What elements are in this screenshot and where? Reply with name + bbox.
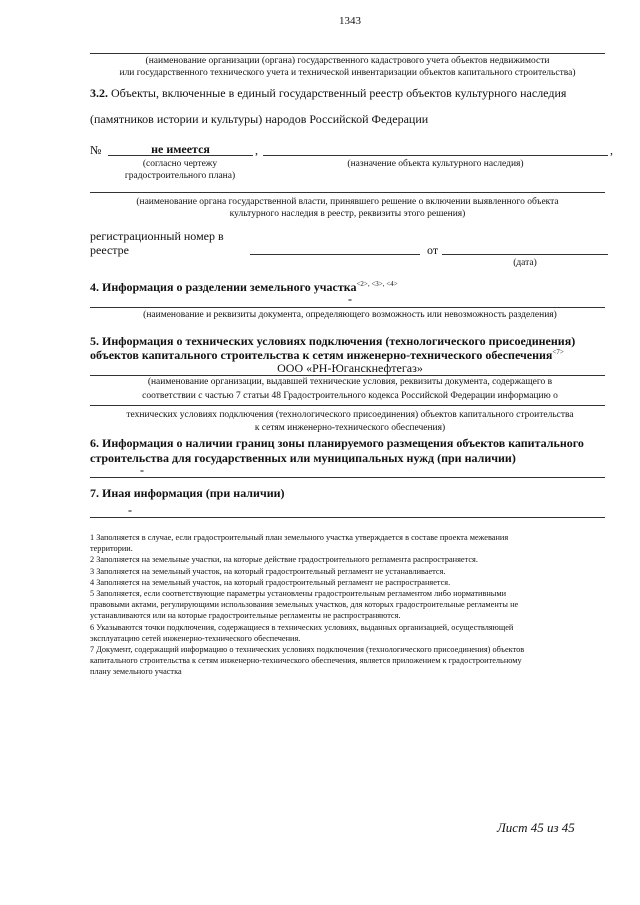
cadastre-caption-1: (наименование организации (органа) государственного кадастрового учета объектов недвижимости: [145, 56, 550, 66]
footnote-line: 5 Заполняется, если соответствующие параметры установлены градостроительным регламентом либо нормативными: [90, 589, 507, 599]
footnote-line: 3 Заполняется на земельный участок, на который градостроительный регламент не устанавливается.: [90, 566, 446, 576]
number-label: №: [90, 143, 102, 157]
section-7-title: 7. Иная информация (при наличии): [90, 486, 285, 500]
section-5-caption-1: (наименование организации, выдавшей технические условия, реквизиты документа, содержащего в: [147, 377, 553, 387]
authority-caption-1: (наименование органа государственной власти, принявшего решение о включении выявленного объекта: [136, 197, 559, 207]
footnote-line: правовыми актами, регулирующими использования земельных участков, для которых градостроительные регламенты не: [90, 600, 519, 610]
section-5-caption-4: к сетям инженерно-технического обеспечения): [254, 423, 446, 433]
section-6-title-2: строительства для государственных или муниципальных нужд (при наличии): [90, 451, 516, 465]
number-caption-2: градостроительного плана): [124, 171, 236, 181]
from-label: от: [427, 243, 439, 257]
reg-label-1: регистрационный номер в: [90, 229, 224, 243]
cadastre-line: [90, 53, 605, 54]
section-5-title-1: 5. Информация о технических условиях подключения (технологического присоединения): [90, 334, 576, 348]
footnote-line: территории.: [90, 544, 133, 554]
number-caption-1: (согласно чертежу: [142, 159, 218, 169]
footnotes: [90, 532, 615, 678]
section-5-title-2-text: объектов капитального строительства к сетям инженерно-технического обеспечения: [90, 348, 553, 362]
footnote-line: 4 Заполняется на земельный участок, на который градостроительный регламент не распространяется.: [90, 577, 451, 587]
section-7-value: -: [128, 503, 132, 517]
section-7-line: [90, 517, 605, 518]
footnote-line: устанавливаются или на которые градостроительные регламенты не распространяются.: [90, 611, 401, 621]
section-5-value: ООО «РН-Юганскнефтегаз»: [277, 361, 423, 375]
section-5-caption-3: технических условиях подключения (технологического присоединения) объектов капитального строительства: [126, 410, 574, 420]
footnote-line: плану земельного участка: [90, 667, 182, 677]
section-3-2-title-line2: (памятников истории и культуры) народов Российской Федерации: [90, 112, 429, 126]
comma: ,: [255, 143, 258, 157]
section-5-ref: <7>: [552, 348, 564, 356]
section-4-line: [90, 307, 605, 308]
footnote-line: 2 Заполняется на земельные участки, на которые действие градостроительного регламента распространяется.: [90, 555, 478, 565]
page-number: 1343: [339, 15, 361, 27]
section-4-refs: <2>, <3>, <4>: [356, 280, 398, 288]
section-3-2-title: [90, 86, 610, 101]
section-5-line: [90, 375, 605, 376]
footnote-line: капитального строительства к сетям инженерно-технического обеспечения, является приложением к градостроительному: [90, 656, 522, 666]
date-line: [442, 254, 608, 255]
trailing-comma: ,: [610, 143, 613, 157]
section-6-value: -: [140, 463, 144, 477]
footnote-line: 1 Заполняется в случае, если градостроительный план земельного участка утверждается в составе проекта межевания: [90, 533, 509, 542]
section-4-value: -: [348, 292, 352, 306]
authority-caption-2: культурного наследия в реестр, реквизиты этого решения): [229, 209, 466, 219]
section-4-caption: (наименование и реквизиты документа, определяющего возможность или невозможность разделения): [143, 310, 557, 320]
number-value: не имеется: [151, 142, 210, 156]
cadastre-caption-2: или государственного технического учета и технической инвентаризации объектов капитального строительства): [119, 68, 576, 78]
section-3-2-title-text: Объекты, включенные в единый государственный реестр объектов культурного наследия: [111, 86, 567, 100]
authority-line: [90, 192, 605, 193]
section-5-caption-2: соответствии с частью 7 статьи 48 Градостроительного кодекса Российской Федерации информацию о: [142, 391, 558, 401]
footnote-line: 7 Документ, содержащий информацию о технических условиях подключения (технологического присоединения) объектов: [90, 645, 525, 655]
purpose-caption: (назначение объекта культурного наследия): [347, 159, 524, 169]
date-caption: (дата): [513, 258, 537, 268]
purpose-line: [263, 155, 608, 156]
reg-label-2: реестре: [90, 243, 129, 257]
section-4-title-text: 4. Информация о разделении земельного участка: [90, 280, 357, 294]
reg-number-line: [250, 254, 420, 255]
section-6-title-1: 6. Информация о наличии границ зоны планируемого размещения объектов капитального: [90, 436, 584, 450]
footnote-line: 6 Указываются точки подключения, содержащиеся в технических условиях, выданных организацией, осуществляющей: [90, 622, 514, 632]
section-6-line: [90, 477, 605, 478]
sheet-counter: Лист 45 из 45: [497, 820, 575, 835]
section-3-2-number: 3.2.: [90, 86, 108, 100]
section-5-line-2: [90, 405, 605, 406]
footnote-line: эксплуатацию сетей инженерно-технического обеспечения.: [90, 633, 301, 643]
